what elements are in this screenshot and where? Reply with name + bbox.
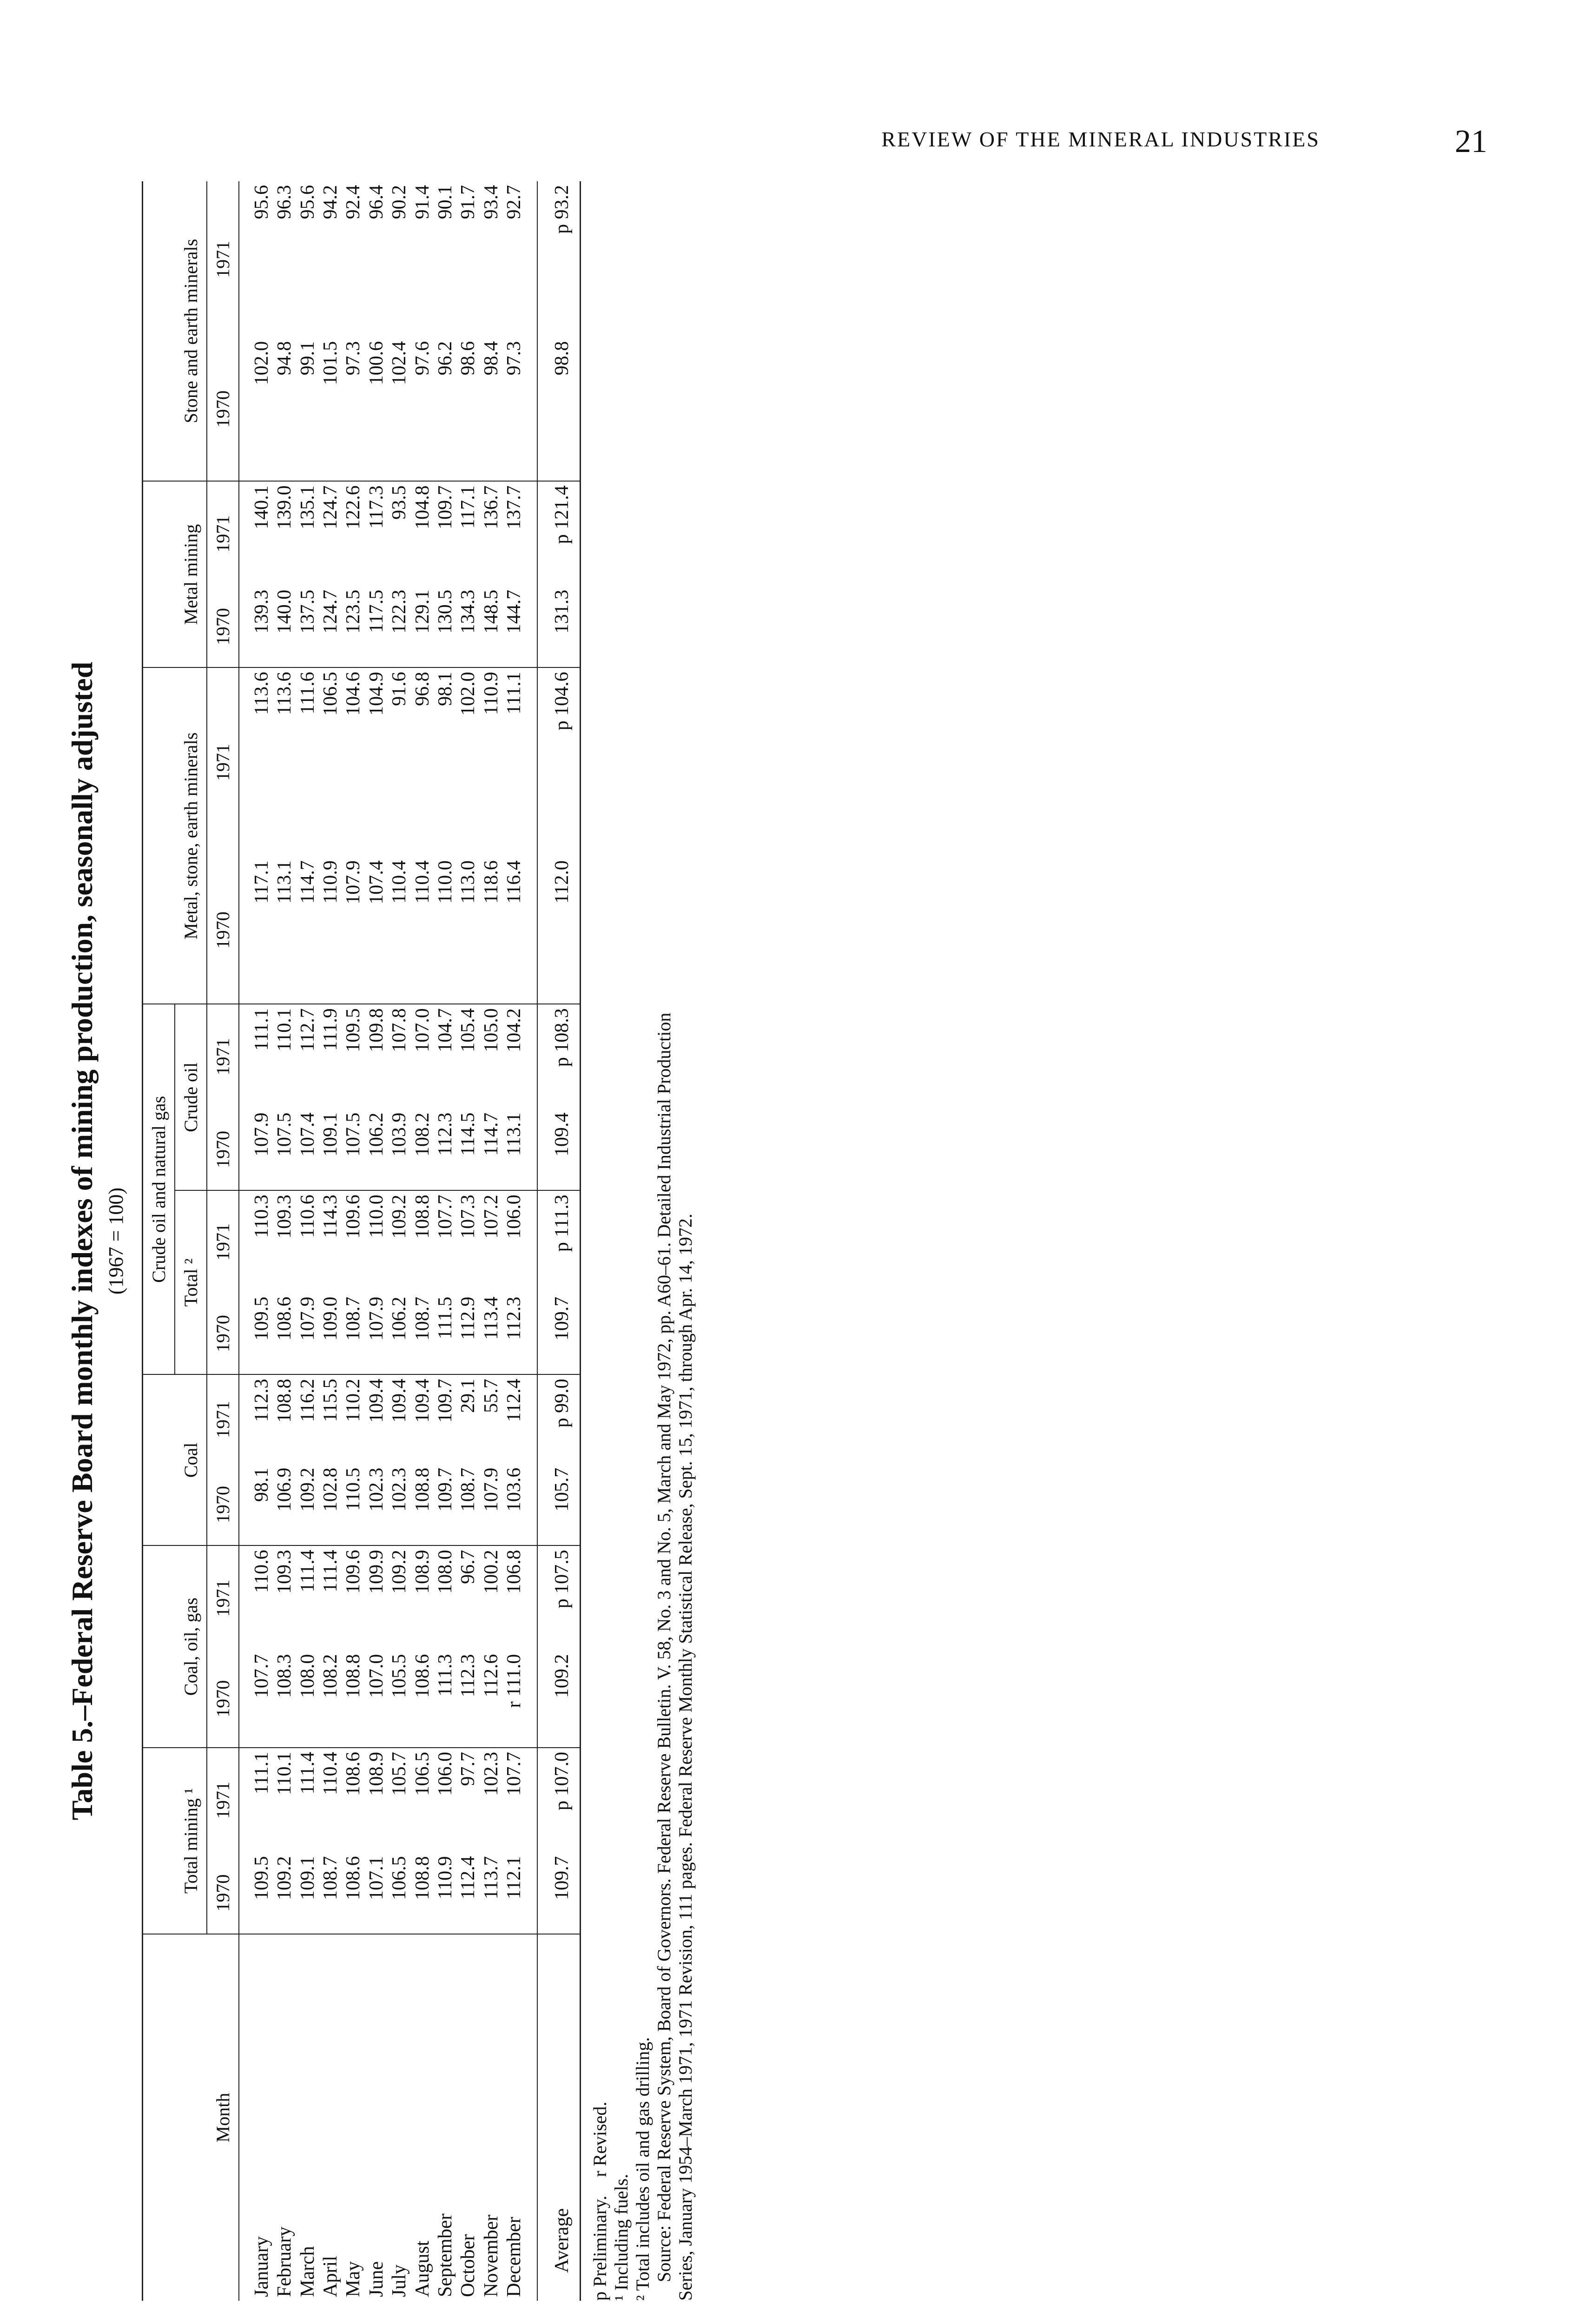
table-title: Table 5.–Federal Reserve Board monthly indexes of mining production, seasonally adjusted bbox=[66, 661, 99, 1821]
value-cell: 106.9 bbox=[273, 1464, 296, 1546]
table-row bbox=[411, 181, 434, 2301]
table-row bbox=[503, 181, 537, 2301]
col-header-metal-mining: Metal mining bbox=[143, 481, 207, 667]
value-cell: 93.5 bbox=[389, 485, 410, 520]
value-cell: 104.9 bbox=[365, 672, 387, 716]
value-cell: 96.3 bbox=[274, 185, 296, 219]
table-row bbox=[480, 181, 503, 2301]
average-value-cell: p 121.4 bbox=[537, 481, 580, 586]
value-cell: 110.9 bbox=[480, 672, 502, 715]
value-cell: 107.9 bbox=[480, 1464, 503, 1546]
value-cell: 106.5 bbox=[320, 672, 342, 716]
value-cell: 107.7 bbox=[434, 1195, 456, 1239]
value-cell: 102.3 bbox=[480, 1752, 502, 1796]
value-cell: 108.8 bbox=[342, 1651, 365, 1748]
value-cell: 113.4 bbox=[480, 1293, 503, 1375]
value-cell: 102.0 bbox=[457, 672, 479, 716]
value-cell: 97.3 bbox=[503, 337, 537, 481]
value-cell: 111.4 bbox=[320, 1550, 342, 1592]
value-cell: 106.5 bbox=[411, 1752, 433, 1796]
month-cell: September bbox=[434, 2213, 456, 2297]
value-cell: 103.9 bbox=[388, 1109, 411, 1191]
value-cell: 97.3 bbox=[342, 337, 365, 481]
value-cell: 114.7 bbox=[297, 857, 319, 1004]
value-cell: 129.1 bbox=[411, 586, 434, 668]
value-cell: 107.9 bbox=[365, 1293, 388, 1375]
value-cell: 117.3 bbox=[365, 485, 387, 529]
value-cell: 139.0 bbox=[274, 485, 296, 529]
average-value-cell: 112.0 bbox=[537, 857, 580, 1004]
value-cell: 98.1 bbox=[239, 1464, 273, 1546]
note-source-2: Series, January 1954–March 1971, 1971 Revision, 111 pages. Federal Reserve Monthly Statistical Release, Sept. 15, 1971, through Apr. 14, 1972. bbox=[674, 1214, 696, 2301]
year-header-1971: 1971 bbox=[207, 1190, 239, 1293]
value-cell: 108.9 bbox=[365, 1752, 387, 1796]
average-value-cell: p 108.3 bbox=[537, 1004, 580, 1109]
value-cell: 109.3 bbox=[274, 1195, 296, 1239]
value-cell: 110.4 bbox=[411, 857, 434, 1004]
value-cell: 105.0 bbox=[480, 1008, 502, 1052]
value-cell: 114.5 bbox=[457, 1109, 480, 1191]
value-cell: 104.8 bbox=[411, 485, 433, 529]
average-value-cell: 109.7 bbox=[537, 1852, 580, 1934]
table-row bbox=[434, 181, 457, 2301]
value-cell: 98.6 bbox=[457, 337, 480, 481]
value-cell: 96.2 bbox=[434, 337, 457, 481]
value-cell: 112.7 bbox=[297, 1008, 318, 1052]
col-header-coal-oil-gas: Coal, oil, gas bbox=[143, 1545, 207, 1748]
value-cell: 105.5 bbox=[388, 1651, 411, 1748]
value-cell: 111.4 bbox=[297, 1752, 318, 1795]
value-cell: 109.5 bbox=[239, 1852, 273, 1934]
month-cell: March bbox=[297, 2246, 318, 2297]
value-cell: 110.2 bbox=[343, 1379, 364, 1422]
value-cell: 112.4 bbox=[503, 1379, 525, 1422]
table-row bbox=[388, 181, 411, 2301]
table-row bbox=[239, 181, 273, 2301]
value-cell: 115.5 bbox=[320, 1379, 342, 1422]
value-cell: 111.9 bbox=[320, 1008, 342, 1051]
value-cell: 95.6 bbox=[297, 185, 318, 219]
value-cell: 109.2 bbox=[389, 1195, 410, 1239]
value-cell: 107.4 bbox=[365, 857, 388, 1004]
value-cell: 109.2 bbox=[297, 1464, 319, 1546]
average-row bbox=[537, 181, 580, 2301]
year-header-1971: 1971 bbox=[207, 1374, 239, 1464]
value-cell: 95.6 bbox=[251, 185, 272, 219]
value-cell: 140.1 bbox=[251, 485, 272, 529]
value-cell: 122.3 bbox=[388, 586, 411, 668]
value-cell: 117.1 bbox=[239, 857, 273, 1004]
value-cell: 109.2 bbox=[389, 1550, 410, 1594]
value-cell: 108.6 bbox=[343, 1752, 364, 1796]
value-cell: 112.3 bbox=[503, 1293, 537, 1375]
average-value-cell: p 111.3 bbox=[537, 1190, 580, 1293]
year-header-1970: 1970 bbox=[207, 1852, 239, 1934]
value-cell: 91.4 bbox=[411, 185, 433, 219]
average-value-cell: 109.2 bbox=[537, 1651, 580, 1748]
col-header-coal: Coal bbox=[143, 1374, 207, 1545]
value-cell: 136.7 bbox=[480, 485, 502, 529]
value-cell: 93.4 bbox=[480, 185, 502, 219]
col-header-crude-oil: Crude oil bbox=[175, 1004, 207, 1190]
value-cell: 110.4 bbox=[388, 857, 411, 1004]
value-cell: 97.6 bbox=[411, 337, 434, 481]
month-cell: December bbox=[503, 2217, 525, 2297]
value-cell: 110.3 bbox=[251, 1195, 272, 1238]
value-cell: 102.8 bbox=[319, 1464, 342, 1546]
year-header-1971: 1971 bbox=[207, 1748, 239, 1852]
value-cell: 108.6 bbox=[273, 1293, 296, 1375]
value-cell: 110.9 bbox=[434, 1852, 457, 1934]
year-header-1970: 1970 bbox=[207, 1651, 239, 1748]
value-cell: 108.2 bbox=[411, 1109, 434, 1191]
value-cell: 109.5 bbox=[239, 1293, 273, 1375]
value-cell: 90.1 bbox=[434, 185, 456, 219]
value-cell: 100.2 bbox=[480, 1550, 502, 1594]
value-cell: 107.7 bbox=[239, 1651, 273, 1748]
value-cell: 106.5 bbox=[388, 1852, 411, 1934]
value-cell: 108.8 bbox=[274, 1379, 296, 1423]
value-cell: 111.6 bbox=[297, 672, 318, 714]
value-cell: 108.8 bbox=[411, 1195, 433, 1239]
value-cell: 102.4 bbox=[388, 337, 411, 481]
value-cell: 98.4 bbox=[480, 337, 503, 481]
value-cell: 106.8 bbox=[503, 1550, 525, 1594]
table-row bbox=[365, 181, 388, 2301]
average-value-cell: 105.7 bbox=[537, 1464, 580, 1546]
value-cell: 104.6 bbox=[343, 672, 364, 716]
value-cell: 112.6 bbox=[480, 1651, 503, 1748]
rotated-table-region bbox=[60, 181, 758, 2301]
value-cell: 107.0 bbox=[411, 1008, 433, 1052]
value-cell: 112.3 bbox=[457, 1651, 480, 1748]
value-cell: 139.3 bbox=[239, 586, 273, 668]
value-cell: 110.1 bbox=[274, 1008, 296, 1052]
value-cell: 110.9 bbox=[319, 857, 342, 1004]
value-cell: 107.9 bbox=[297, 1293, 319, 1375]
col-header-month: Month bbox=[143, 1934, 239, 2301]
col-header-total-mining: Total mining ¹ bbox=[143, 1748, 207, 1934]
year-header-1970: 1970 bbox=[207, 586, 239, 668]
value-cell: 99.1 bbox=[297, 337, 319, 481]
value-cell: 97.7 bbox=[457, 1752, 479, 1786]
col-header-total2: Total ² bbox=[175, 1190, 207, 1374]
value-cell: 111.1 bbox=[503, 672, 525, 714]
value-cell: 113.6 bbox=[251, 672, 272, 715]
average-value-cell: 109.4 bbox=[537, 1109, 580, 1191]
year-header-1970: 1970 bbox=[207, 1109, 239, 1191]
value-cell: 111.4 bbox=[297, 1550, 318, 1592]
value-cell: 108.6 bbox=[342, 1852, 365, 1934]
value-cell: 109.7 bbox=[434, 1464, 457, 1546]
value-cell: 108.2 bbox=[319, 1651, 342, 1748]
month-cell: May bbox=[343, 2261, 364, 2297]
value-cell: 113.0 bbox=[457, 857, 480, 1004]
value-cell: 110.6 bbox=[297, 1195, 318, 1238]
value-cell: 148.5 bbox=[480, 586, 503, 668]
average-value-cell: p 99.0 bbox=[537, 1374, 580, 1464]
value-cell: 106.0 bbox=[434, 1752, 456, 1796]
value-cell: 109.9 bbox=[365, 1550, 387, 1594]
note-2: ² Total includes oil and gas drilling. bbox=[632, 2037, 653, 2301]
col-header-crude-oil-gas: Crude oil and natural gas bbox=[143, 1004, 175, 1374]
value-cell: 116.4 bbox=[503, 857, 537, 1004]
value-cell: 107.5 bbox=[273, 1109, 296, 1191]
value-cell: 109.1 bbox=[297, 1852, 319, 1934]
value-cell: 113.1 bbox=[273, 857, 296, 1004]
value-cell: 109.3 bbox=[274, 1550, 296, 1594]
value-cell: 117.5 bbox=[365, 586, 388, 668]
running-header bbox=[418, 123, 1487, 179]
year-header-1970: 1970 bbox=[207, 1464, 239, 1546]
value-cell: 140.0 bbox=[273, 586, 296, 668]
value-cell: 144.7 bbox=[503, 586, 537, 668]
value-cell: 109.4 bbox=[389, 1379, 410, 1423]
col-header-metal-stone: Metal, stone, earth minerals bbox=[143, 667, 207, 1004]
value-cell: 113.1 bbox=[503, 1109, 537, 1191]
value-cell: 107.3 bbox=[457, 1195, 479, 1239]
year-header-1970: 1970 bbox=[207, 857, 239, 1004]
average-value-cell: p 107.0 bbox=[537, 1748, 580, 1852]
average-label: Average bbox=[537, 1934, 580, 2301]
month-cell: January bbox=[251, 2236, 272, 2297]
value-cell: 124.7 bbox=[320, 485, 342, 529]
month-cell: August bbox=[411, 2240, 433, 2297]
table-row bbox=[457, 181, 480, 2301]
year-header-1970: 1970 bbox=[207, 1293, 239, 1375]
value-cell: 94.8 bbox=[273, 337, 296, 481]
month-cell: October bbox=[457, 2234, 479, 2297]
value-cell: 118.6 bbox=[480, 857, 503, 1004]
table-row bbox=[319, 181, 342, 2301]
value-cell: 109.6 bbox=[343, 1195, 364, 1239]
value-cell: 108.7 bbox=[319, 1852, 342, 1934]
value-cell: 109.8 bbox=[365, 1008, 387, 1052]
value-cell: 111.1 bbox=[251, 1752, 272, 1795]
value-cell: 134.3 bbox=[457, 586, 480, 668]
value-cell: 106.2 bbox=[388, 1293, 411, 1375]
value-cell: 109.6 bbox=[343, 1550, 364, 1594]
value-cell: 107.0 bbox=[365, 1651, 388, 1748]
value-cell: 111.5 bbox=[434, 1293, 457, 1375]
value-cell: 112.3 bbox=[251, 1379, 272, 1422]
value-cell: 105.7 bbox=[389, 1752, 410, 1796]
value-cell: 102.3 bbox=[365, 1464, 388, 1546]
value-cell: 108.6 bbox=[411, 1651, 434, 1748]
value-cell: 91.6 bbox=[389, 672, 410, 706]
value-cell: 109.0 bbox=[319, 1293, 342, 1375]
value-cell: 106.0 bbox=[503, 1195, 525, 1239]
value-cell: 108.7 bbox=[342, 1293, 365, 1375]
value-cell: 110.0 bbox=[434, 857, 457, 1004]
value-cell: 92.7 bbox=[503, 185, 525, 219]
value-cell: 109.5 bbox=[343, 1008, 364, 1052]
month-cell: February bbox=[274, 2226, 296, 2297]
value-cell: 107.7 bbox=[503, 1752, 525, 1796]
table-row bbox=[273, 181, 296, 2301]
table-notes bbox=[589, 181, 696, 2301]
value-cell: 102.0 bbox=[239, 337, 273, 481]
page-number: 21 bbox=[1455, 124, 1487, 159]
month-cell: November bbox=[480, 2214, 502, 2297]
value-cell: 96.7 bbox=[457, 1550, 479, 1584]
value-cell: 112.4 bbox=[457, 1852, 480, 1934]
value-cell: 137.5 bbox=[297, 586, 319, 668]
year-header-1971: 1971 bbox=[207, 481, 239, 586]
value-cell: 96.8 bbox=[411, 672, 433, 706]
value-cell: 94.2 bbox=[320, 185, 342, 219]
note-1: ¹ Including fuels. bbox=[610, 2173, 632, 2301]
value-cell: 122.6 bbox=[343, 485, 364, 529]
table-subtitle: (1967 = 100) bbox=[105, 1187, 127, 1295]
value-cell: 110.0 bbox=[365, 1195, 387, 1238]
value-cell: 110.6 bbox=[251, 1550, 272, 1593]
value-cell: 114.7 bbox=[480, 1109, 503, 1191]
value-cell: 108.0 bbox=[434, 1550, 456, 1594]
value-cell: 29.1 bbox=[457, 1379, 479, 1413]
value-cell: 112.1 bbox=[503, 1852, 537, 1934]
value-cell: 130.5 bbox=[434, 586, 457, 668]
value-cell: 108.8 bbox=[411, 1464, 434, 1546]
value-cell: 108.0 bbox=[297, 1651, 319, 1748]
value-cell: 114.3 bbox=[320, 1195, 342, 1238]
value-cell: 110.5 bbox=[342, 1464, 365, 1546]
value-cell: 109.2 bbox=[273, 1852, 296, 1934]
value-cell: r 111.0 bbox=[503, 1651, 537, 1748]
value-cell: 113.6 bbox=[274, 672, 296, 715]
note-source-1: Source: Federal Reserve System, Board of Governors. Federal Reserve Bulletin. V. 58, No. 3 and No. 5, March and May 1972, pp. A60–61. Detailed Industrial Production bbox=[653, 1012, 674, 2282]
value-cell: 103.6 bbox=[503, 1464, 537, 1546]
value-cell: 91.7 bbox=[457, 185, 479, 219]
value-cell: 109.7 bbox=[434, 1379, 456, 1423]
value-cell: 107.1 bbox=[365, 1852, 388, 1934]
value-cell: 135.1 bbox=[297, 485, 318, 529]
average-value-cell: p 104.6 bbox=[537, 667, 580, 857]
table-row bbox=[297, 181, 319, 2301]
note-preliminary: p Preliminary. bbox=[589, 2195, 610, 2301]
value-cell: 124.7 bbox=[319, 586, 342, 668]
running-header-title: REVIEW OF THE MINERAL INDUSTRIES bbox=[881, 127, 1320, 151]
value-cell: 108.3 bbox=[273, 1651, 296, 1748]
value-cell: 109.4 bbox=[411, 1379, 433, 1423]
value-cell: 107.4 bbox=[297, 1109, 319, 1191]
value-cell: 98.1 bbox=[434, 672, 456, 706]
average-value-cell: p 93.2 bbox=[537, 181, 580, 337]
value-cell: 137.7 bbox=[503, 485, 525, 529]
value-cell: 117.1 bbox=[457, 485, 479, 529]
value-cell: 107.5 bbox=[342, 1109, 365, 1191]
value-cell: 100.6 bbox=[365, 337, 388, 481]
year-header-1971: 1971 bbox=[207, 1004, 239, 1109]
mining-index-table bbox=[142, 181, 581, 2301]
year-header-1971: 1971 bbox=[207, 667, 239, 857]
table-row bbox=[342, 181, 365, 2301]
value-cell: 113.7 bbox=[480, 1852, 503, 1934]
value-cell: 96.4 bbox=[365, 185, 387, 219]
month-cell: July bbox=[389, 2264, 410, 2297]
value-cell: 111.3 bbox=[434, 1651, 457, 1748]
value-cell: 108.8 bbox=[411, 1852, 434, 1934]
value-cell: 116.2 bbox=[297, 1379, 318, 1422]
value-cell: 92.4 bbox=[343, 185, 364, 219]
note-revised: r Revised. bbox=[589, 2101, 610, 2177]
month-cell: April bbox=[320, 2256, 342, 2297]
average-value-cell: 131.3 bbox=[537, 586, 580, 668]
value-cell: 104.7 bbox=[434, 1008, 456, 1052]
value-cell: 108.7 bbox=[411, 1293, 434, 1375]
value-cell: 110.4 bbox=[320, 1752, 342, 1795]
value-cell: 106.2 bbox=[365, 1109, 388, 1191]
value-cell: 109.1 bbox=[319, 1109, 342, 1191]
value-cell: 110.1 bbox=[274, 1752, 296, 1795]
average-value-cell: 109.7 bbox=[537, 1293, 580, 1375]
value-cell: 107.2 bbox=[480, 1195, 502, 1239]
value-cell: 55.7 bbox=[480, 1379, 502, 1413]
month-cell: June bbox=[365, 2261, 387, 2297]
value-cell: 108.7 bbox=[457, 1464, 480, 1546]
table-body bbox=[239, 181, 580, 2301]
average-value-cell: p 107.5 bbox=[537, 1545, 580, 1650]
value-cell: 109.7 bbox=[434, 485, 456, 529]
year-header-1971: 1971 bbox=[207, 1545, 239, 1650]
value-cell: 111.1 bbox=[251, 1008, 272, 1051]
value-cell: 90.2 bbox=[389, 185, 410, 219]
value-cell: 107.9 bbox=[239, 1109, 273, 1191]
value-cell: 112.9 bbox=[457, 1293, 480, 1375]
value-cell: 108.9 bbox=[411, 1550, 433, 1594]
value-cell: 105.4 bbox=[457, 1008, 479, 1052]
value-cell: 107.9 bbox=[342, 857, 365, 1004]
value-cell: 101.5 bbox=[319, 337, 342, 481]
average-value-cell: 98.8 bbox=[537, 337, 580, 481]
value-cell: 107.8 bbox=[389, 1008, 410, 1052]
year-header-1970: 1970 bbox=[207, 337, 239, 481]
year-header-1971: 1971 bbox=[207, 181, 239, 337]
value-cell: 123.5 bbox=[342, 586, 365, 668]
col-header-stone-earth: Stone and earth minerals bbox=[143, 181, 207, 481]
value-cell: 104.2 bbox=[503, 1008, 525, 1052]
value-cell: 112.3 bbox=[434, 1109, 457, 1191]
value-cell: 109.4 bbox=[365, 1379, 387, 1423]
value-cell: 102.3 bbox=[388, 1464, 411, 1546]
